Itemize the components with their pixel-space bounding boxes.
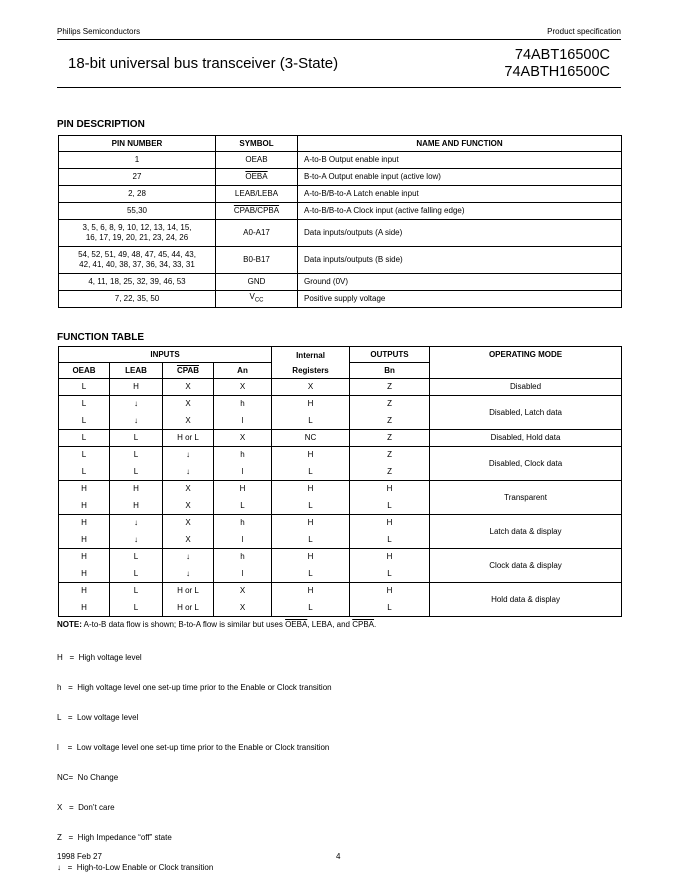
table-row <box>59 481 622 498</box>
operating-mode: Disabled, Latch data <box>430 396 622 430</box>
register-value: L <box>272 464 350 481</box>
pin-table-header <box>59 136 622 152</box>
leab-value: L <box>110 549 163 566</box>
cpab-value: ↓ <box>163 447 214 464</box>
part-numbers <box>504 47 610 81</box>
col-bn: Bn <box>350 363 430 379</box>
registers-label: Registers <box>292 365 329 375</box>
an-value: l <box>214 566 272 583</box>
pin-number-line: 3, 5, 6, 8, 9, 10, 12, 13, 14, 15, <box>82 223 192 232</box>
oeab-value: H <box>59 600 110 617</box>
table-row <box>59 430 622 447</box>
legend-item: H = High voltage level <box>57 653 142 662</box>
cpab-value: ↓ <box>163 549 214 566</box>
leab-value: L <box>110 583 163 600</box>
symbol: LEAB/LEBA <box>216 186 298 203</box>
company-name: Philips Semiconductors <box>57 27 141 36</box>
function: A-to-B/B-to-A Latch enable input <box>298 186 622 203</box>
bn-value: Z <box>350 464 430 481</box>
table-row <box>59 169 622 186</box>
note-label: NOTE: <box>57 620 82 629</box>
function-table-group-header <box>59 347 622 363</box>
function-table-note <box>57 620 376 630</box>
symbol-main: V <box>249 292 255 302</box>
pin-number: 7, 22, 35, 50 <box>59 291 216 308</box>
pin-number <box>59 247 216 274</box>
operating-mode: Disabled <box>430 379 622 396</box>
cpab-value: X <box>163 515 214 532</box>
table-row <box>59 247 622 274</box>
leab-value: H <box>110 498 163 515</box>
legend-item: Z = High Impedance “off” state <box>57 833 172 842</box>
leab-value: ↓ <box>110 413 163 430</box>
cpab-value: X <box>163 481 214 498</box>
cpab-value: ↓ <box>163 566 214 583</box>
cpab-value: H or L <box>163 583 214 600</box>
pin-number-line: 54, 52, 51, 49, 48, 47, 45, 44, 43, <box>78 250 196 259</box>
symbol: GND <box>216 274 298 291</box>
pin-description-table <box>58 135 622 308</box>
operating-mode: Disabled, Clock data <box>430 447 622 481</box>
pin-description-heading: PIN DESCRIPTION <box>57 119 145 130</box>
note-cpba: CPBA <box>352 620 375 629</box>
oeab-value: H <box>59 583 110 600</box>
register-value: L <box>272 566 350 583</box>
note-text: A-to-B data flow is shown; B-to-A flow is similar but uses <box>81 620 286 629</box>
pin-number-header: PIN NUMBER <box>59 136 216 152</box>
an-value: L <box>214 498 272 515</box>
leab-value: L <box>110 447 163 464</box>
table-row <box>59 515 622 532</box>
leab-value: ↓ <box>110 515 163 532</box>
cpab-value: H or L <box>163 600 214 617</box>
an-value: h <box>214 549 272 566</box>
inputs-group-header: INPUTS <box>59 347 272 363</box>
pin-number: 55,30 <box>59 203 216 220</box>
function: B-to-A Output enable input (active low) <box>298 169 622 186</box>
operating-mode: Latch data & display <box>430 515 622 549</box>
oeab-value: L <box>59 379 110 396</box>
symbol <box>216 291 298 308</box>
symbol: A0-A17 <box>216 220 298 247</box>
legend-item: ↓ = High-to-Low Enable or Clock transition <box>57 863 214 872</box>
bn-value: Z <box>350 413 430 430</box>
table-row <box>59 549 622 566</box>
oeab-value: L <box>59 447 110 464</box>
an-value: h <box>214 515 272 532</box>
function-header: NAME AND FUNCTION <box>298 136 622 152</box>
cpab-value: X <box>163 413 214 430</box>
symbol: CPAB/CPBA <box>233 206 280 215</box>
oeab-value: L <box>59 396 110 413</box>
pin-number: 27 <box>59 169 216 186</box>
legend <box>57 633 332 883</box>
table-row <box>59 152 622 169</box>
an-value: l <box>214 532 272 549</box>
oeab-value: H <box>59 532 110 549</box>
pin-number-line: 42, 41, 40, 38, 37, 36, 34, 33, 31 <box>79 260 195 269</box>
leab-value: H <box>110 481 163 498</box>
register-value: H <box>272 447 350 464</box>
function-table <box>58 346 622 617</box>
an-value: h <box>214 447 272 464</box>
register-value: NC <box>272 430 350 447</box>
leab-value: ↓ <box>110 532 163 549</box>
table-row <box>59 186 622 203</box>
leab-value: L <box>110 464 163 481</box>
register-value: H <box>272 396 350 413</box>
bn-value: Z <box>350 379 430 396</box>
header-top-rule <box>57 39 621 40</box>
function: Positive supply voltage <box>298 291 622 308</box>
cpab-value: X <box>163 498 214 515</box>
an-value: X <box>214 379 272 396</box>
function: A-to-B Output enable input <box>298 152 622 169</box>
function: Data inputs/outputs (A side) <box>298 220 622 247</box>
oeab-value: L <box>59 413 110 430</box>
part-number-2: 74ABTH16500C <box>504 64 610 80</box>
part-number-1: 74ABT16500C <box>514 47 610 63</box>
oeab-value: L <box>59 464 110 481</box>
bn-value: Z <box>350 396 430 413</box>
note-oeba: OEBA <box>285 620 308 629</box>
oeab-value: H <box>59 498 110 515</box>
bn-value: L <box>350 532 430 549</box>
bn-value: H <box>350 481 430 498</box>
register-value: L <box>272 498 350 515</box>
leab-value: L <box>110 566 163 583</box>
pin-number-line: 16, 17, 19, 20, 21, 23, 24, 26 <box>85 233 189 242</box>
table-row <box>59 396 622 413</box>
cpab-value: X <box>163 396 214 413</box>
operating-mode: Clock data & display <box>430 549 622 583</box>
table-row <box>59 274 622 291</box>
operating-mode: Disabled, Hold data <box>430 430 622 447</box>
table-row <box>59 583 622 600</box>
legend-item: h = High voltage level one set-up time prior to the Enable or Clock transition <box>57 683 332 692</box>
pin-number: 4, 11, 18, 25, 32, 39, 46, 53 <box>59 274 216 291</box>
legend-item: X = Don’t care <box>57 803 115 812</box>
leab-value: H <box>110 379 163 396</box>
symbol: B0-B17 <box>216 247 298 274</box>
symbol-subscript: CC <box>254 297 264 304</box>
an-value: X <box>214 430 272 447</box>
document-title: 18-bit universal bus transceiver (3-State) <box>68 55 339 72</box>
cpab-value: X <box>163 532 214 549</box>
page-number: 4 <box>336 852 341 861</box>
operating-mode: Hold data & display <box>430 583 622 617</box>
legend-item: l = Low voltage level one set-up time prior to the Enable or Clock transition <box>57 743 330 752</box>
register-value: H <box>272 481 350 498</box>
document-type: Product specification <box>547 27 621 36</box>
an-value: l <box>214 464 272 481</box>
oeab-value: H <box>59 549 110 566</box>
register-value: X <box>272 379 350 396</box>
cpab-value: H or L <box>163 430 214 447</box>
note-text: , LEBA, and <box>307 620 353 629</box>
legend-item: L = Low voltage level <box>57 713 139 722</box>
bn-value: Z <box>350 430 430 447</box>
cpab-value: X <box>163 379 214 396</box>
header-bottom-rule <box>57 87 621 88</box>
legend-item: NC= No Change <box>57 773 119 782</box>
bn-value: Z <box>350 447 430 464</box>
pin-number: 1 <box>59 152 216 169</box>
col-cpab: CPAB <box>176 366 200 375</box>
bn-value: H <box>350 583 430 600</box>
cpab-value: ↓ <box>163 464 214 481</box>
oeab-value: H <box>59 515 110 532</box>
function: A-to-B/B-to-A Clock input (active falling edge) <box>298 203 622 220</box>
leab-value: L <box>110 430 163 447</box>
note-text: . <box>374 620 377 629</box>
an-value: h <box>214 396 272 413</box>
leab-value: L <box>110 600 163 617</box>
symbol: OEBA <box>245 172 268 181</box>
bn-value: H <box>350 549 430 566</box>
function: Ground (0V) <box>298 274 622 291</box>
function: Data inputs/outputs (B side) <box>298 247 622 274</box>
register-value: L <box>272 600 350 617</box>
internal-registers-header <box>272 347 350 379</box>
an-value: X <box>214 583 272 600</box>
bn-value: L <box>350 600 430 617</box>
outputs-group-header: OUTPUTS <box>350 347 430 363</box>
leab-value: ↓ <box>110 396 163 413</box>
bn-value: L <box>350 566 430 583</box>
oeab-value: H <box>59 481 110 498</box>
symbol: OEAB <box>216 152 298 169</box>
internal-label: Internal <box>296 350 325 360</box>
col-an: An <box>214 363 272 379</box>
register-value: H <box>272 549 350 566</box>
symbol-header: SYMBOL <box>216 136 298 152</box>
table-row <box>59 291 622 308</box>
footer-date: 1998 Feb 27 <box>57 852 102 861</box>
bn-value: L <box>350 498 430 515</box>
register-value: L <box>272 532 350 549</box>
register-value: H <box>272 515 350 532</box>
table-row <box>59 220 622 247</box>
function-table-heading: FUNCTION TABLE <box>57 332 145 343</box>
col-oeab: OEAB <box>59 363 110 379</box>
table-row <box>59 203 622 220</box>
an-value: l <box>214 413 272 430</box>
operating-mode-header: OPERATING MODE <box>430 347 622 379</box>
col-leab: LEAB <box>110 363 163 379</box>
operating-mode: Transparent <box>430 481 622 515</box>
table-row <box>59 447 622 464</box>
an-value: H <box>214 481 272 498</box>
pin-number: 2, 28 <box>59 186 216 203</box>
bn-value: H <box>350 515 430 532</box>
oeab-value: H <box>59 566 110 583</box>
table-row <box>59 379 622 396</box>
oeab-value: L <box>59 430 110 447</box>
an-value: X <box>214 600 272 617</box>
register-value: H <box>272 583 350 600</box>
pin-number <box>59 220 216 247</box>
register-value: L <box>272 413 350 430</box>
